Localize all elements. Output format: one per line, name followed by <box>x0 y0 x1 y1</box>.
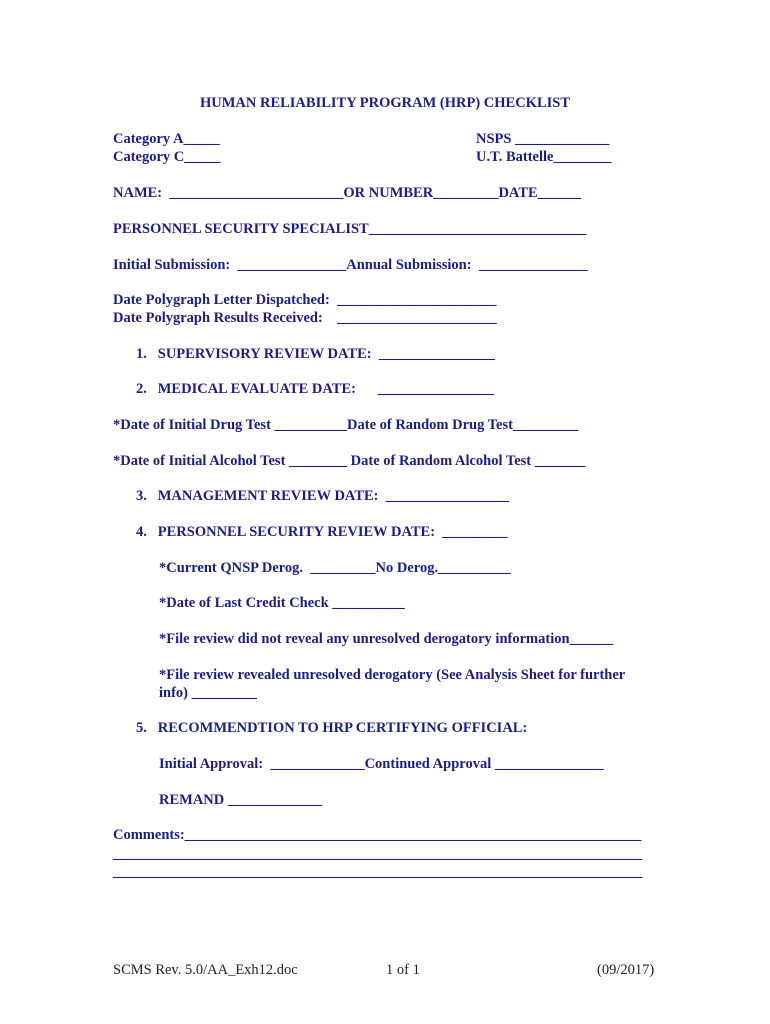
ut-battelle-field[interactable]: U.T. Battelle________ <box>476 149 612 165</box>
file-review-clear-line[interactable]: *File review did not reveal any unresolved derogatory information______ <box>159 631 614 647</box>
drug-test-line[interactable]: *Date of Initial Drug Test __________Date of Random Drug Test_________ <box>113 417 579 433</box>
footer-doc-id: SCMS Rev. 5.0/AA_Exh12.doc <box>113 962 298 978</box>
submission-line[interactable]: Initial Submission: _______________Annual Submission: _______________ <box>113 257 588 273</box>
alcohol-test-line[interactable]: *Date of Initial Alcohol Test ________ Date of Random Alcohol Test _______ <box>113 453 586 469</box>
qnsp-derog-line[interactable]: *Current QNSP Derog. _________No Derog.__________ <box>159 560 511 576</box>
medical-evaluate-item[interactable]: 2. MEDICAL EVALUATE DATE: ________________ <box>136 381 494 397</box>
comments-field[interactable]: Comments:_______________________________________________________________ <box>113 827 642 843</box>
footer-page-number: 1 of 1 <box>386 962 420 978</box>
management-review-item[interactable]: 3. MANAGEMENT REVIEW DATE: _________________ <box>136 488 509 504</box>
category-a-field[interactable]: Category A_____ <box>113 131 220 147</box>
footer-date: (09/2017) <box>597 962 655 978</box>
file-review-derog-line-2[interactable]: info) _________ <box>159 685 257 701</box>
category-c-field[interactable]: Category C_____ <box>113 149 221 165</box>
page-title: HUMAN RELIABILITY PROGRAM (HRP) CHECKLIST <box>199 95 571 111</box>
polygraph-dispatched-line[interactable]: Date Polygraph Letter Dispatched: ______________________ <box>113 292 497 308</box>
personnel-security-specialist-line[interactable]: PERSONNEL SECURITY SPECIALIST______________________________ <box>113 221 587 237</box>
file-review-derog-line[interactable]: *File review revealed unresolved derogatory (See Analysis Sheet for further <box>159 667 626 683</box>
supervisory-review-item[interactable]: 1. SUPERVISORY REVIEW DATE: ________________ <box>136 346 495 362</box>
nsps-field[interactable]: NSPS _____________ <box>476 131 610 147</box>
name-number-date-line[interactable]: NAME: ________________________OR NUMBER_________DATE______ <box>113 185 582 201</box>
approval-line[interactable]: Initial Approval: _____________Continued Approval _______________ <box>159 756 604 772</box>
comments-line-2[interactable]: _________________________________________________________________________ <box>113 846 643 862</box>
recommendation-heading: 5. RECOMMENDTION TO HRP CERTIFYING OFFICIAL: <box>136 720 528 736</box>
polygraph-results-line[interactable]: Date Polygraph Results Received: ______________________ <box>113 310 497 326</box>
comments-line-3[interactable]: _________________________________________________________________________ <box>113 864 643 880</box>
personnel-security-review-item[interactable]: 4. PERSONNEL SECURITY REVIEW DATE: _________ <box>136 524 508 540</box>
credit-check-line[interactable]: *Date of Last Credit Check __________ <box>159 595 405 611</box>
remand-line[interactable]: REMAND _____________ <box>159 792 323 808</box>
